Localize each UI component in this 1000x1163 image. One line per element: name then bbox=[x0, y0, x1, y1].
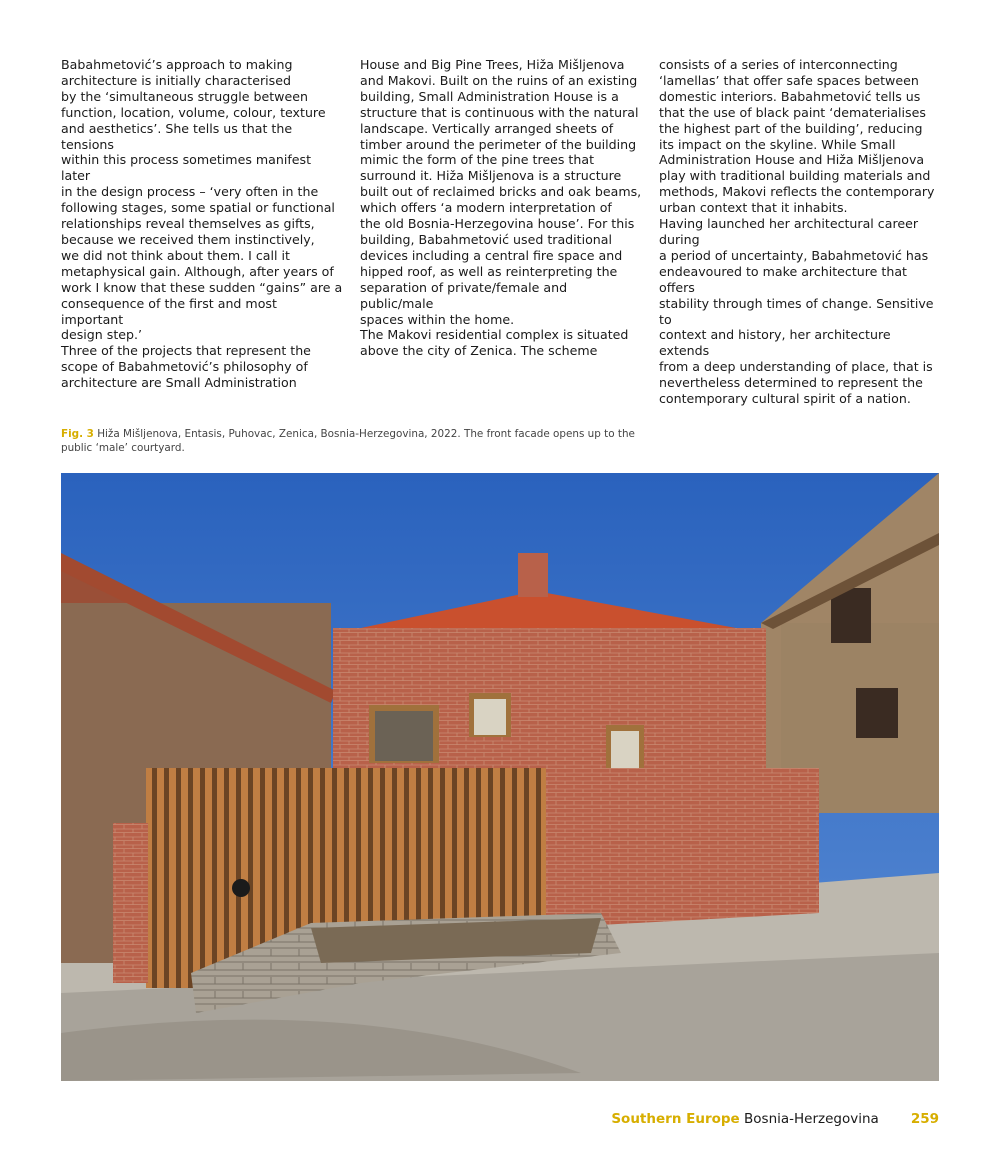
text-column-2 bbox=[360, 57, 642, 359]
paragraph: consists of a series of interconnecting ‘lamellas’ that offer safe spaces between domestic interiors. Babahmetović tells us that the use of black paint ‘dematerialises the highest part of the building’, reducing its impact on the skyline. While Small Administration House and Hiža Mišljenova play with traditional building materials and methods, Makovi reflects the contemporary urban context that it inhabits. bbox=[659, 57, 935, 216]
text-column-1 bbox=[61, 57, 343, 391]
footer-country: Bosnia-Herzegovina bbox=[739, 1111, 879, 1127]
house-photo bbox=[61, 473, 939, 1081]
page-number: 259 bbox=[910, 1111, 939, 1127]
figure-caption-text: Hiža Mišljenova, Entasis, Puhovac, Zenica, Bosnia-Herzegovina, 2022. The front facade opens up to the public ‘male’ courtyard. bbox=[61, 428, 635, 454]
page-footer bbox=[611, 1110, 939, 1128]
figure-caption bbox=[61, 427, 641, 455]
paragraph: Having launched her architectural career during a period of uncertainty, Babahmetović has endeavoured to make architecture that offers stability through times of change. Sensitive to context and history, her architecture extends from a deep understanding of place, that is nevertheless determined to represent the contemporary cultural spirit of a nation. bbox=[659, 216, 934, 407]
paragraph: The Makovi residential complex is situated above the city of Zenica. The scheme bbox=[360, 327, 629, 359]
paragraph: Three of the projects that represent the scope of Babahmetović’s philosophy of architecture are Small Administration bbox=[61, 343, 311, 391]
figure-label: Fig. 3 bbox=[61, 428, 94, 440]
paragraph: Babahmetović’s approach to making architecture is initially characterised by the ‘simultaneous struggle between function, location, volume, colour, texture and aesthetics’. She tells us that the tensions within this process sometimes manifest later in the design process – ‘very often in the following stages, some spatial or functional relationships reveal themselves as gifts, because we received them instinctively, we did not think about them. I call it metaphysical gain. Although, after years of work I know that these sudden “gains” are a consequence of the first and most important design step.’ bbox=[61, 57, 343, 343]
text-column-3 bbox=[659, 57, 941, 407]
paragraph: House and Big Pine Trees, Hiža Mišljenova and Makovi. Built on the ruins of an existing building, Small Administration House is a structure that is continuous with the natural landscape. Vertically arranged sheets of timber around the perimeter of the building mimic the form of the pine trees that surround it. Hiža Mišljenova is a structure built out of reclaimed bricks and oak beams, which offers ‘a modern interpretation of the old Bosnia-Herzegovina house’. For this building, Babahmetović used traditional devices including a central fire space and hipped roof, as well as reinterpreting the separation of private/female and public/male spaces within the home. bbox=[360, 57, 642, 327]
footer-region: Southern Europe bbox=[611, 1111, 740, 1127]
